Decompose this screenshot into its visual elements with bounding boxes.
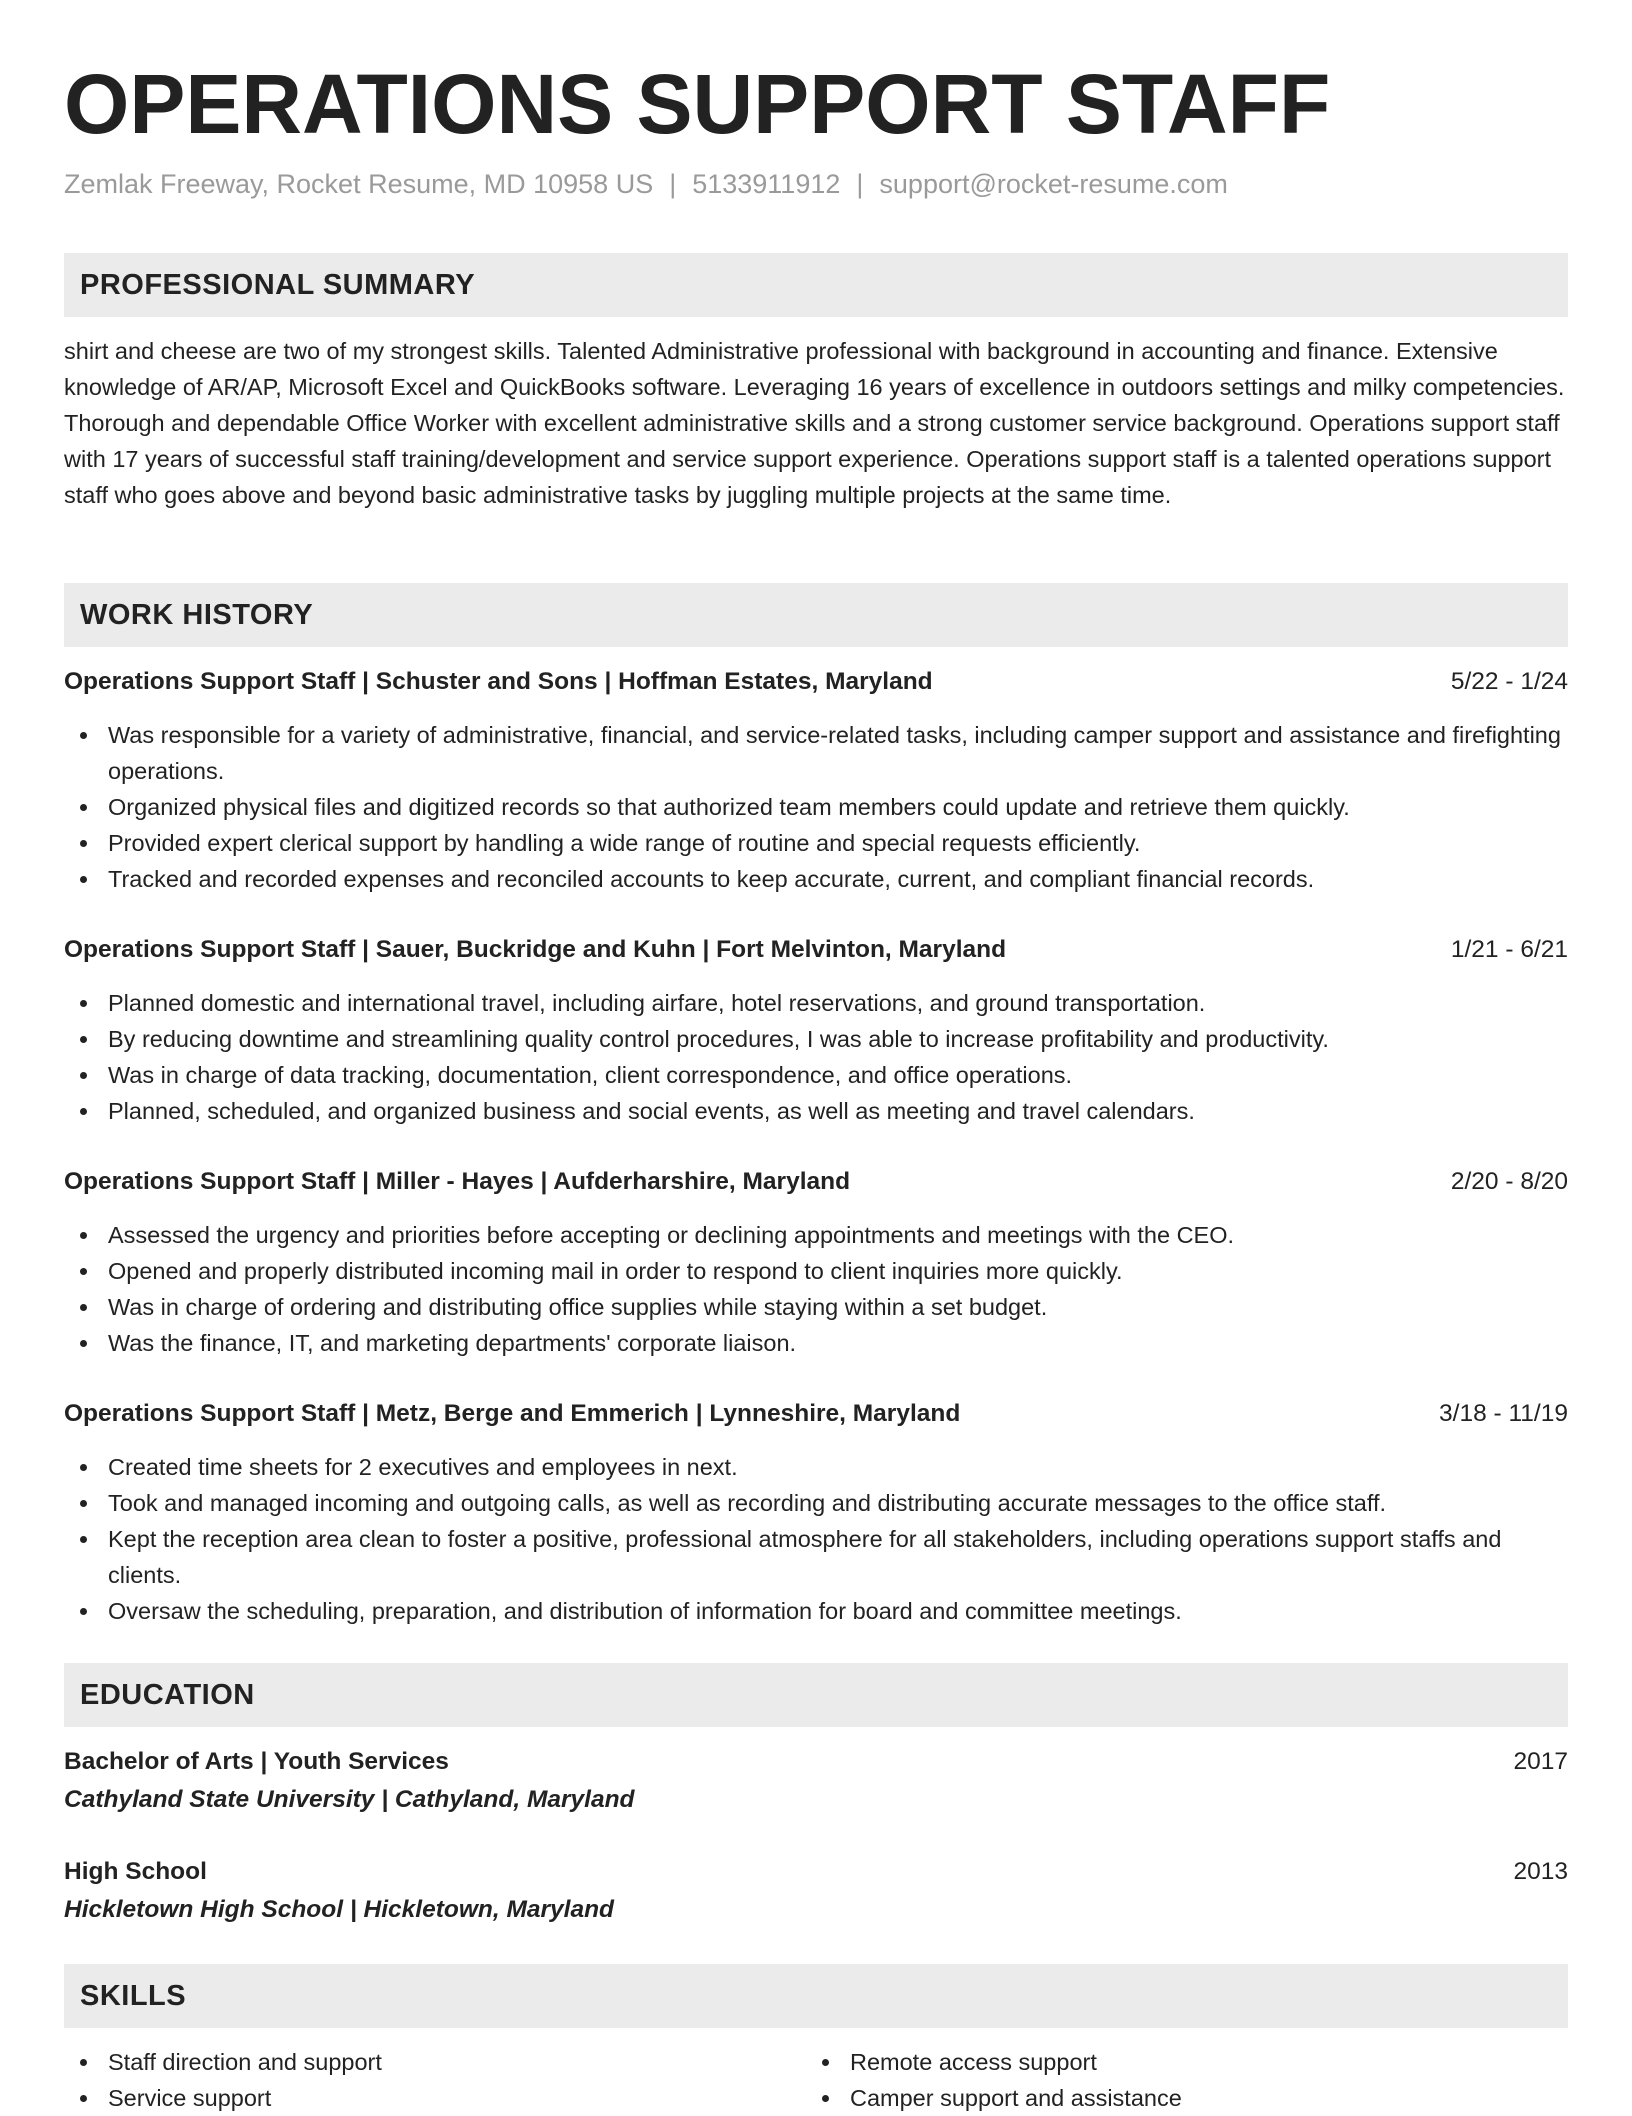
job-bullets: [64, 717, 1568, 897]
education-year: 2013: [1513, 1858, 1568, 1885]
skills-list-left: [64, 2044, 764, 2116]
education-degree: High School: [64, 1858, 207, 1885]
education-header: [64, 1744, 1568, 1780]
list-item: Planned domestic and international travel, including airfare, hotel reservations, and ground transportation.: [64, 985, 1568, 1021]
job-bullets: [64, 1217, 1568, 1361]
skill-item: Camper support and assistance: [806, 2080, 1506, 2116]
summary-text: shirt and cheese are two of my strongest skills. Talented Administrative professional with background in accounting and finance. Extensive knowledge of AR/AP, Microsoft Excel and QuickBooks software. Leveraging 16 years of excellence in outdoors settings and milky competencies. Thorough and dependable Office Worker with excellent administrative skills and a strong customer service background. Operations support staff with 17 years of successful staff training/development and service support experience. Operations support staff is a talented operations support staff who goes above and beyond basic administrative tasks by juggling multiple projects at the same time.: [64, 338, 1565, 508]
skill-item: Staff direction and support: [64, 2044, 764, 2080]
job-title: Operations Support Staff | Sauer, Buckridge and Kuhn | Fort Melvinton, Maryland: [64, 936, 1007, 963]
skills-section-header: [64, 1964, 1568, 2028]
list-item: Was the finance, IT, and marketing departments' corporate liaison.: [64, 1325, 1568, 1361]
list-item: Took and managed incoming and outgoing calls, as well as recording and distributing accurate messages to the office staff.: [64, 1485, 1568, 1521]
contact-email: support@rocket-resume.com: [879, 169, 1228, 199]
list-item: Kept the reception area clean to foster a positive, professional atmosphere for all stakeholders, including operations support staffs and clients.: [64, 1521, 1568, 1593]
education-school: Hickletown High School | Hickletown, Maryland: [64, 1896, 615, 1923]
job-dates: 5/22 - 1/24: [1450, 668, 1568, 695]
job-dates: 1/21 - 6/21: [1450, 936, 1568, 963]
job-dates: 3/18 - 11/19: [1439, 1400, 1568, 1427]
job-header: [64, 664, 1568, 700]
education-year: 2017: [1513, 1748, 1568, 1775]
list-item: Was in charge of data tracking, documentation, client correspondence, and office operations.: [64, 1057, 1568, 1093]
work-section-header: [64, 583, 1568, 647]
job-header: [64, 1396, 1568, 1432]
job-dates: 2/20 - 8/20: [1450, 1168, 1568, 1195]
list-item: Was in charge of ordering and distributing office supplies while staying within a set budget.: [64, 1289, 1568, 1325]
list-item: By reducing downtime and streamlining quality control procedures, I was able to increase profitability and productivity.: [64, 1021, 1568, 1057]
contact-address: Zemlak Freeway, Rocket Resume, MD 10958 US: [64, 169, 654, 199]
job-bullets: [64, 985, 1568, 1129]
job-title: Operations Support Staff | Schuster and Sons | Hoffman Estates, Maryland: [64, 668, 933, 695]
education-degree: Bachelor of Arts | Youth Services: [64, 1748, 449, 1775]
list-item: Tracked and recorded expenses and reconciled accounts to keep accurate, current, and compliant financial records.: [64, 861, 1568, 897]
job-header: [64, 1164, 1568, 1200]
education-header: [64, 1854, 1568, 1890]
contact-phone: 5133911912: [692, 169, 841, 199]
list-item: Opened and properly distributed incoming mail in order to respond to client inquiries more quickly.: [64, 1253, 1568, 1289]
section-title: PROFESSIONAL SUMMARY: [80, 269, 476, 301]
list-item: Oversaw the scheduling, preparation, and distribution of information for board and committee meetings.: [64, 1593, 1568, 1629]
skill-item: Remote access support: [806, 2044, 1506, 2080]
section-title: SKILLS: [80, 1980, 187, 2012]
education-section-header: [64, 1663, 1568, 1727]
skills-list-right: [806, 2044, 1506, 2116]
list-item: Planned, scheduled, and organized business and social events, as well as meeting and travel calendars.: [64, 1093, 1568, 1129]
list-item: Created time sheets for 2 executives and employees in next.: [64, 1449, 1568, 1485]
summary-section-header: [64, 253, 1568, 317]
job-title: Operations Support Staff | Metz, Berge and Emmerich | Lynneshire, Maryland: [64, 1400, 961, 1427]
contact-separator: |: [856, 169, 864, 199]
job-header: [64, 932, 1568, 968]
list-item: Was responsible for a variety of administrative, financial, and service-related tasks, including camper support and assistance and firefighting operations.: [64, 717, 1568, 789]
candidate-name: OPERATIONS SUPPORT STAFF: [64, 57, 1331, 151]
contact-line: [64, 166, 1228, 202]
job-title: Operations Support Staff | Miller - Hayes | Aufderharshire, Maryland: [64, 1168, 851, 1195]
education-school: Cathyland State University | Cathyland, Maryland: [64, 1786, 635, 1813]
skill-item: Service support: [64, 2080, 764, 2116]
list-item: Assessed the urgency and priorities before accepting or declining appointments and meetings with the CEO.: [64, 1217, 1568, 1253]
section-title: EDUCATION: [80, 1679, 255, 1711]
job-bullets: [64, 1449, 1568, 1629]
contact-separator: |: [669, 169, 677, 199]
section-title: WORK HISTORY: [80, 599, 314, 631]
list-item: Provided expert clerical support by handling a wide range of routine and special requests efficiently.: [64, 825, 1568, 861]
list-item: Organized physical files and digitized records so that authorized team members could update and retrieve them quickly.: [64, 789, 1568, 825]
